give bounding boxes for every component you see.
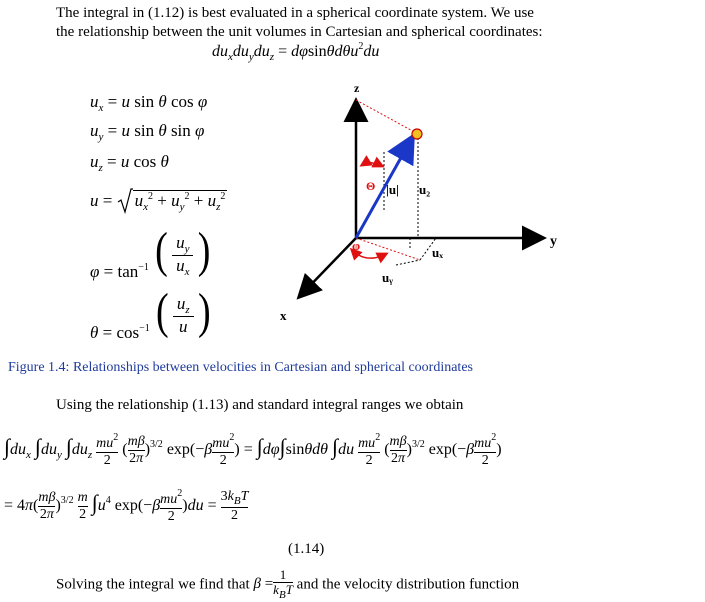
phi-label: φ [352, 238, 361, 253]
intro-line-2: the relationship between the unit volumes in Cartesian and spherical coordinates: [56, 24, 543, 40]
spherical-coordinates-diagram [270, 70, 580, 330]
uz-label: u₂ [419, 182, 431, 197]
theta-label: Θ [366, 179, 376, 193]
figure-caption: Figure 1.4: Relationships between velocities in Cartesian and spherical coordinates [8, 360, 473, 375]
obtain-sentence: Using the relationship (1.13) and standard integral ranges we obtain [56, 397, 464, 413]
solving-sentence [56, 568, 519, 602]
relation-theta: $\theta = \cos^{-1}$ ( $\frac{u_z}{u}$ ) [90, 284, 211, 342]
uy-label: uᵧ [382, 270, 393, 285]
x-axis-label: x [280, 308, 287, 323]
solving-sentence-start: Solving the integral we find that [56, 576, 250, 593]
sqrt-sign [117, 188, 133, 214]
equation-number: (1.14) [288, 541, 325, 557]
integral-equation-line-1: $\int du_x$ $\int du_y$ $\int du_z$ $\frac{mu^2}{2}$ ( $\frac{m\beta}{2\pi}$ )$^{3/2}$ exp(−β $\frac{mu^2}{2}$ ) = ∫dφ∫sinθdθ ∫du $\frac{mu^2}{2}$ ( $\frac{m\beta}{2\pi}$ )$^{3/2}$ exp(−β $\frac{mu^2}{2}$ ) [4, 432, 502, 468]
relation-uy: $u_y = u$ sin θ sin φ [90, 121, 205, 143]
relation-uz: $u_z = u$ cos θ [90, 152, 169, 174]
vector-tip-dot [412, 129, 422, 139]
volume-relation-equation: $du_xdu_ydu_z = d\varphi\sin\theta d\theta u^2du$ [212, 41, 380, 63]
relation-ux: $u_x = u$ sin θ cos φ [90, 92, 208, 114]
integral-equation-line-2: = 4π( $\frac{m\beta}{2\pi}$ )$^{3/2}$ $\frac{m}{2}$ $\int u^4$ exp(−β $\frac{mu^2}{2}$ )du = $3k_BT$ 2 [4, 488, 249, 524]
x-axis [300, 238, 356, 296]
intro-paragraph [56, 4, 676, 42]
y-axis-label: y [550, 234, 557, 249]
relation-phi: $\varphi = \tan^{-1}$ ( $\frac{u_y}{u_x}$ ) [90, 223, 211, 281]
theta-arc [362, 163, 382, 166]
solving-sentence-end: and the velocity distribution function [296, 576, 520, 593]
intro-line-1: The integral in (1.12) is best evaluated in a spherical coordinate system. We use [56, 5, 534, 21]
beta-definition: β = 1 $k_BT$ [253, 567, 293, 601]
ux-label: uₓ [432, 245, 443, 260]
u-magnitude-label: |u| [386, 182, 399, 197]
z-axis-label: z [354, 81, 360, 95]
relation-u-magnitude: $u = u_x^2 + u_y^2 + u_z^2$ [90, 188, 227, 214]
